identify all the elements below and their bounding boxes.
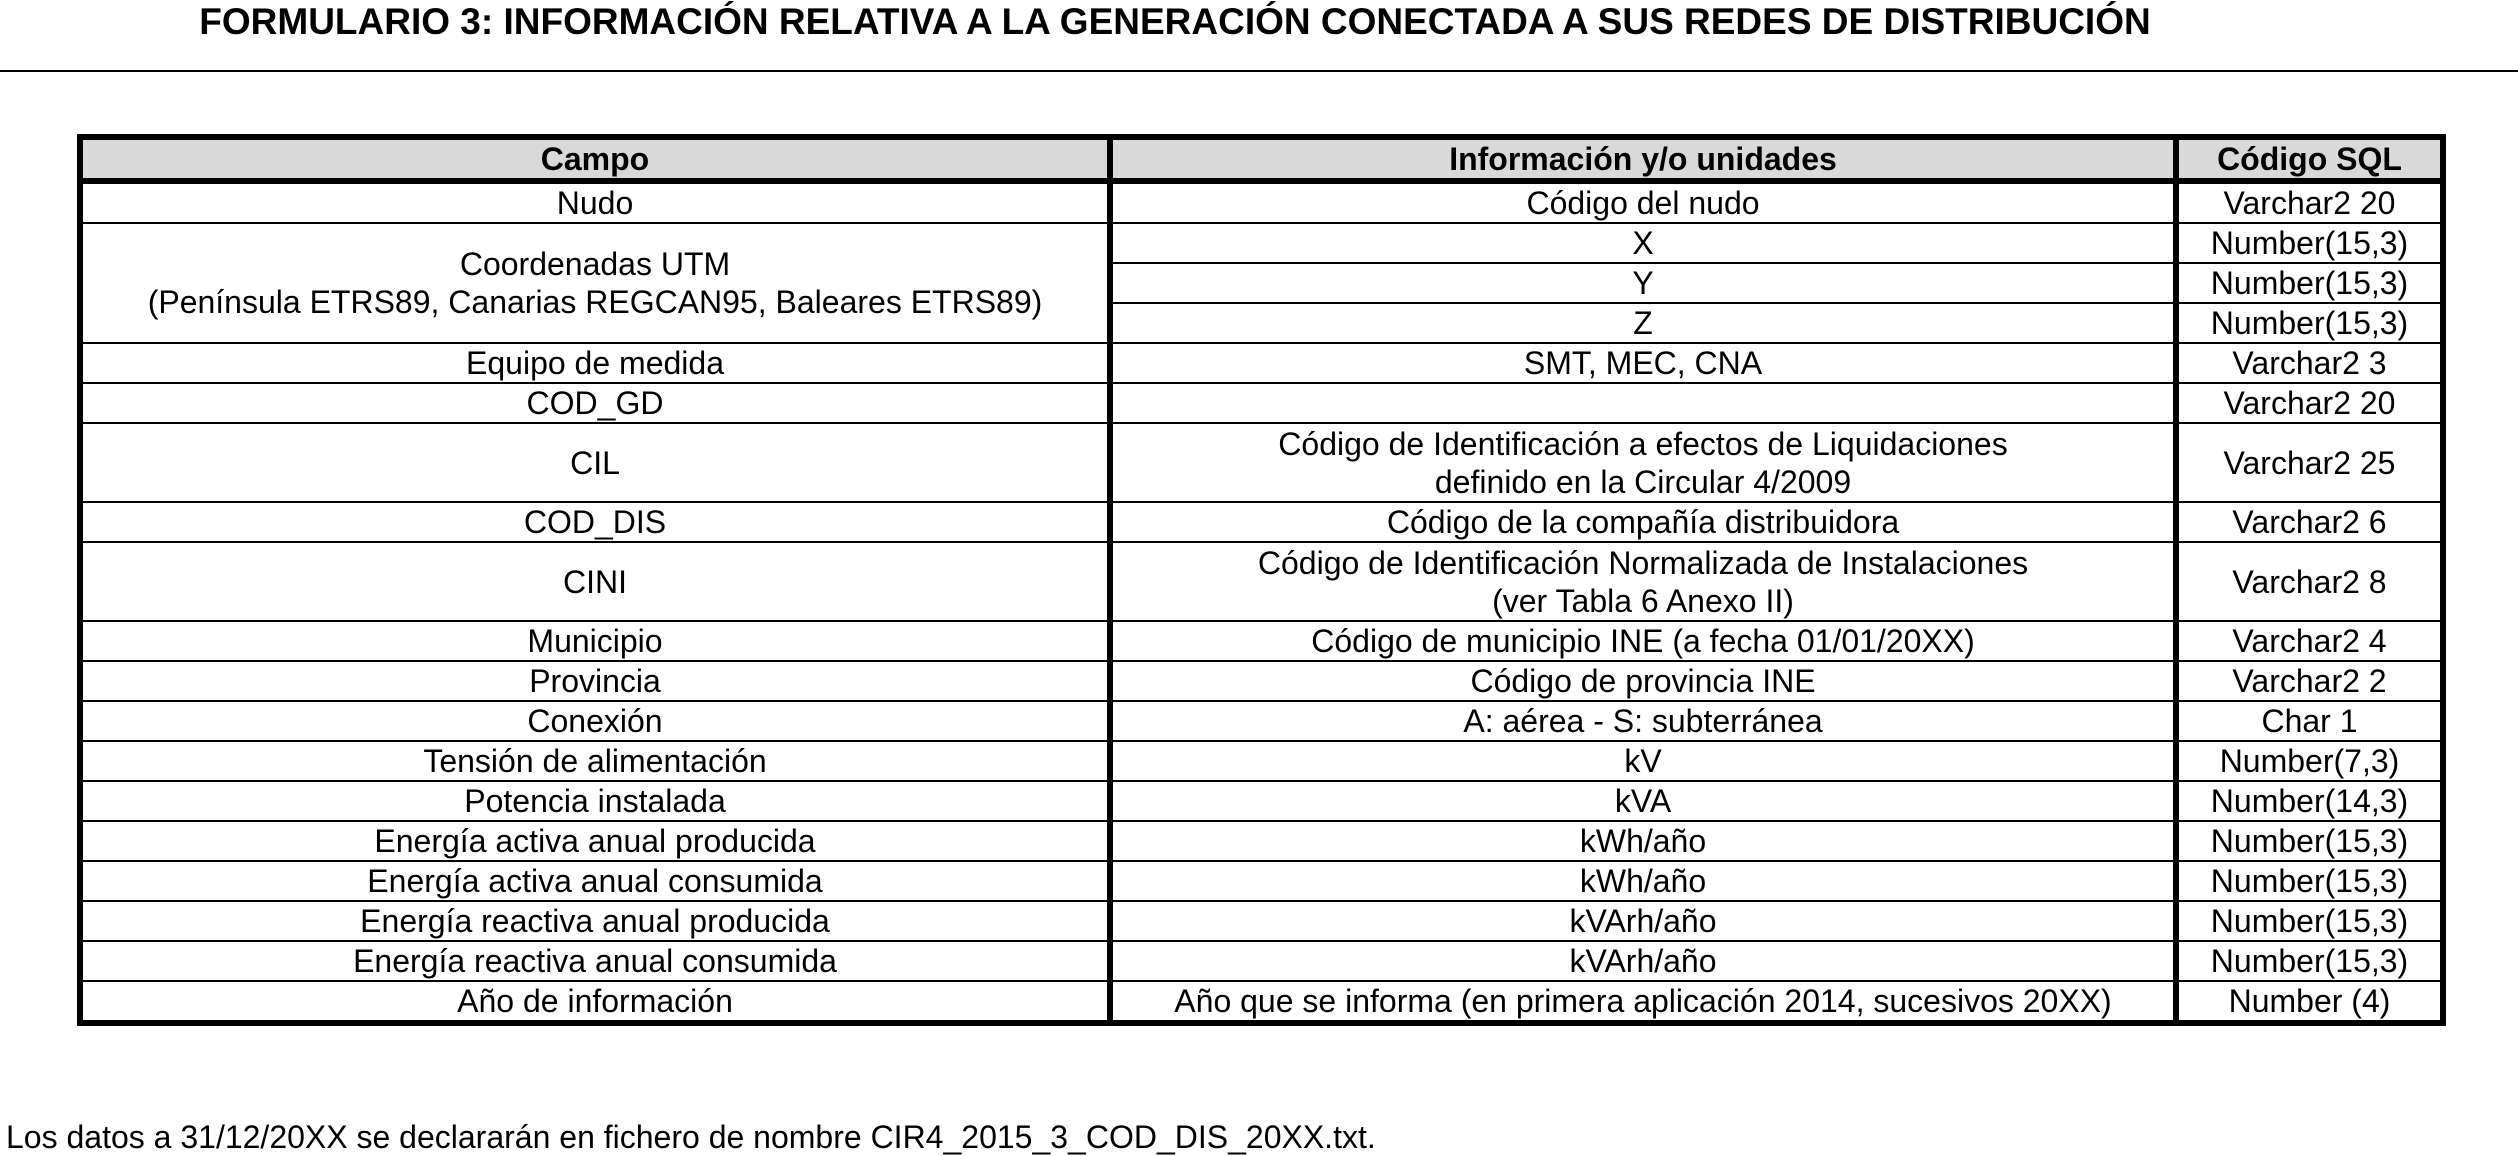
table-row <box>80 701 2443 741</box>
cell-campo: Energía reactiva anual consumida <box>80 941 1110 981</box>
cell-sql: Varchar2 6 <box>2176 502 2443 542</box>
cell-info: kWh/año <box>1110 821 2176 861</box>
campo-line: (Península ETRS89, Canarias REGCAN95, Baleares ETRS89) <box>147 284 1043 320</box>
cell-sql: Number(15,3) <box>2176 223 2443 263</box>
campo-line: Coordenadas UTM <box>459 246 731 282</box>
info-line: (ver Tabla 6 Anexo II) <box>1492 582 1794 619</box>
footnote: Los datos a 31/12/20XX se declararán en fichero de nombre CIR4_2015_3_COD_DIS_20XX.txt. <box>6 1119 1376 1155</box>
cell-sql: Varchar2 20 <box>2176 383 2443 423</box>
cell-sql: Number (4) <box>2176 981 2443 1023</box>
table-row <box>80 661 2443 701</box>
cell-campo: CIL <box>80 423 1110 502</box>
header-campo: Campo <box>80 137 1110 181</box>
cell-sql: Varchar2 20 <box>2176 181 2443 223</box>
cell-sql: Char 1 <box>2176 701 2443 741</box>
cell-sql: Varchar2 4 <box>2176 621 2443 661</box>
spec-table-container <box>77 134 2446 1026</box>
cell-info: Y <box>1110 263 2176 303</box>
cell-sql: Number(15,3) <box>2176 861 2443 901</box>
cell-info: kVArh/año <box>1110 941 2176 981</box>
table-row <box>80 901 2443 941</box>
table-row <box>80 542 2443 621</box>
cell-info <box>1110 423 2176 502</box>
cell-sql: Number(15,3) <box>2176 901 2443 941</box>
cell-sql: Number(14,3) <box>2176 781 2443 821</box>
table-row <box>80 941 2443 981</box>
cell-info: Código de provincia INE <box>1110 661 2176 701</box>
cell-campo: Energía activa anual consumida <box>80 861 1110 901</box>
table-row <box>80 741 2443 781</box>
header-info: Información y/o unidades <box>1110 137 2176 181</box>
cell-sql: Varchar2 25 <box>2176 423 2443 502</box>
table-row <box>80 423 2443 502</box>
cell-info: Código de municipio INE (a fecha 01/01/20XX) <box>1110 621 2176 661</box>
cell-campo: Equipo de medida <box>80 343 1110 383</box>
cell-sql: Number(7,3) <box>2176 741 2443 781</box>
table-row <box>80 502 2443 542</box>
header-sql: Código SQL <box>2176 137 2443 181</box>
cell-sql: Number(15,3) <box>2176 821 2443 861</box>
cell-campo: Conexión <box>80 701 1110 741</box>
cell-campo: Municipio <box>80 621 1110 661</box>
table-row <box>80 861 2443 901</box>
table-row <box>80 981 2443 1023</box>
cell-campo: Potencia instalada <box>80 781 1110 821</box>
spec-table <box>77 134 2446 1026</box>
page-title: FORMULARIO 3: INFORMACIÓN RELATIVA A LA GENERACIÓN CONECTADA A SUS REDES DE DISTRIBUCIÓN <box>199 1 2151 42</box>
cell-campo: Energía reactiva anual producida <box>80 901 1110 941</box>
cell-campo <box>80 223 1110 343</box>
info-line: definido en la Circular 4/2009 <box>1434 463 1852 500</box>
cell-campo: CINI <box>80 542 1110 621</box>
cell-sql: Varchar2 8 <box>2176 542 2443 621</box>
table-row <box>80 343 2443 383</box>
table-row <box>80 781 2443 821</box>
cell-info: kVA <box>1110 781 2176 821</box>
table-row <box>80 383 2443 423</box>
table-row <box>80 181 2443 223</box>
cell-campo: Nudo <box>80 181 1110 223</box>
cell-campo: Año de información <box>80 981 1110 1023</box>
title-divider <box>0 70 2518 72</box>
table-row <box>80 821 2443 861</box>
info-line: Código de Identificación a efectos de Liquidaciones <box>1278 425 2008 462</box>
cell-campo: COD_GD <box>80 383 1110 423</box>
cell-campo: Provincia <box>80 661 1110 701</box>
cell-info: X <box>1110 223 2176 263</box>
cell-campo: Tensión de alimentación <box>80 741 1110 781</box>
cell-info: A: aérea - S: subterránea <box>1110 701 2176 741</box>
cell-sql: Varchar2 2 <box>2176 661 2443 701</box>
cell-campo: Energía activa anual producida <box>80 821 1110 861</box>
cell-info: Año que se informa (en primera aplicación 2014, sucesivos 20XX) <box>1110 981 2176 1023</box>
cell-info <box>1110 383 2176 423</box>
cell-info: Código de la compañía distribuidora <box>1110 502 2176 542</box>
cell-sql: Number(15,3) <box>2176 303 2443 343</box>
cell-campo: COD_DIS <box>80 502 1110 542</box>
cell-info: kWh/año <box>1110 861 2176 901</box>
info-line: Código de Identificación Normalizada de Instalaciones <box>1257 544 2029 581</box>
table-row <box>80 621 2443 661</box>
cell-info: SMT, MEC, CNA <box>1110 343 2176 383</box>
cell-info: kVArh/año <box>1110 901 2176 941</box>
cell-info: kV <box>1110 741 2176 781</box>
table-row <box>80 223 2443 263</box>
cell-info: Z <box>1110 303 2176 343</box>
cell-sql: Number(15,3) <box>2176 941 2443 981</box>
cell-info: Código del nudo <box>1110 181 2176 223</box>
header-row <box>80 137 2443 181</box>
cell-sql: Number(15,3) <box>2176 263 2443 303</box>
cell-info <box>1110 542 2176 621</box>
cell-sql: Varchar2 3 <box>2176 343 2443 383</box>
